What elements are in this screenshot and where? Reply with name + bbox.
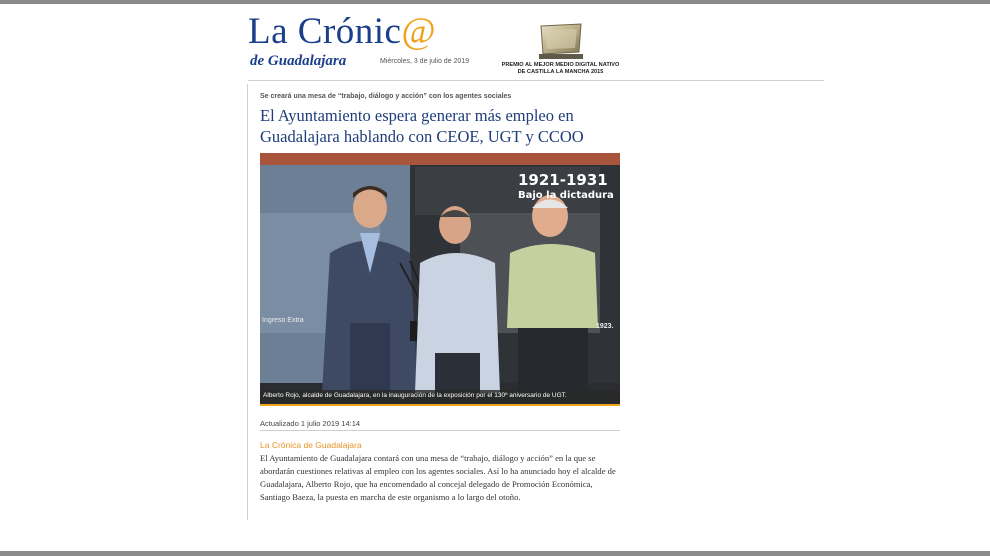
article-kicker: Se creará una mesa de “trabajo, diálogo y acción” con los agentes sociales	[260, 93, 512, 100]
logo-title: La Crónic@	[248, 11, 437, 52]
poster-title: 1921-1931	[518, 171, 608, 189]
article-source[interactable]: La Crónica de Guadalajara	[260, 440, 362, 450]
article-photo[interactable]	[260, 153, 620, 406]
award-text: PREMIO AL MEJOR MEDIO DIGITAL NATIVO DE CASTILLA LA MANCHA 2015	[501, 62, 620, 75]
updated-timestamp: Actualizado 1 julio 2019 14:14	[260, 419, 361, 428]
award-trophy-icon	[535, 22, 587, 60]
header-divider	[248, 80, 824, 81]
bottom-border	[0, 551, 990, 556]
article	[247, 84, 626, 520]
poster-year: 1923.	[596, 323, 614, 330]
photo-caption-bar	[260, 390, 620, 406]
photo-caption: Alberto Rojo, alcalde de Guadalajara, en la inauguración de la exposición por el 130º aniversario de UGT.	[263, 392, 567, 399]
article-divider	[260, 430, 620, 431]
award-badge	[493, 22, 628, 76]
article-body: El Ayuntamiento de Guadalajara contará con una mesa de “trabajo, diálogo y acción” en la que se abordarán cuestiones relativas al empleo con los agentes sociales. Así lo ha anunciado hoy el alcalde de Guadalajara, Alberto Rojo, que ha encomendado al concejal delegado de Promoción Económica, Santiago Baeza, la puesta en marcha de este organismo a lo largo del otoño.	[260, 453, 616, 502]
logo-subtitle: de Guadalajara	[250, 53, 347, 69]
top-border	[0, 0, 990, 4]
poster-left-text: Ingreso Extra	[262, 317, 304, 324]
poster-subtitle: Bajo la dictadura	[518, 190, 614, 201]
edition-date: Miércoles, 3 de julio de 2019	[380, 58, 470, 65]
article-headline[interactable]: El Ayuntamiento espera generar más empleo en Guadalajara hablando con CEOE, UGT y CCOO	[260, 106, 584, 146]
logo-at-sign: @	[401, 11, 437, 52]
